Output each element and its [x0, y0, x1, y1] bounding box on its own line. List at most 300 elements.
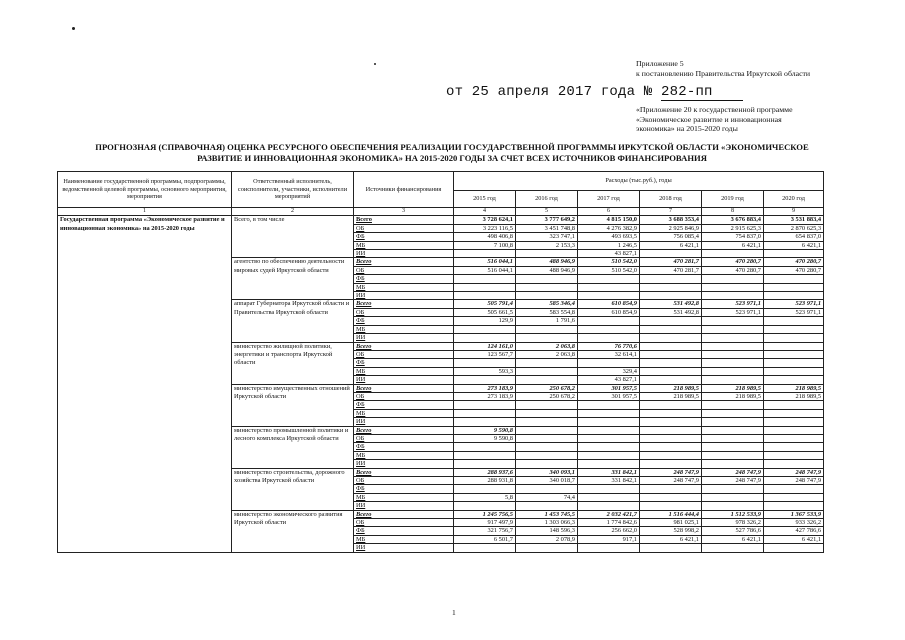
- appendix-line: Приложение 5: [636, 59, 684, 68]
- source-cell: ОБ: [354, 224, 454, 232]
- value-cell: [640, 283, 702, 291]
- appendix-line: к постановлению Правительства Иркутской области: [636, 69, 811, 78]
- value-cell: 32 614,1: [578, 350, 640, 358]
- source-cell: Всего: [354, 510, 454, 518]
- value-cell: [454, 460, 516, 468]
- source-cell: Всего: [354, 468, 454, 476]
- value-cell: 124 161,0: [454, 342, 516, 350]
- value-cell: 528 998,2: [640, 527, 702, 535]
- source-cell: Всего: [354, 258, 454, 266]
- value-cell: 340 018,7: [516, 477, 578, 485]
- value-cell: 218 989,5: [702, 384, 764, 392]
- value-cell: 6 421,1: [640, 241, 702, 249]
- value-cell: [578, 544, 640, 552]
- value-cell: 248 747,9: [764, 477, 824, 485]
- value-cell: [764, 434, 824, 442]
- value-cell: 3 223 116,5: [454, 224, 516, 232]
- source-cell: Всего: [354, 342, 454, 350]
- source-cell: ОБ: [354, 477, 454, 485]
- value-cell: [764, 342, 824, 350]
- value-cell: [702, 443, 764, 451]
- program-reference-line: экономика» на 2015-2020 годы: [636, 124, 738, 134]
- source-cell: МБ: [354, 451, 454, 459]
- value-cell: [640, 367, 702, 375]
- value-cell: 323 747,1: [516, 233, 578, 241]
- value-cell: [764, 250, 824, 258]
- source-cell: Всего: [354, 384, 454, 392]
- value-cell: 505 791,4: [454, 300, 516, 308]
- value-cell: 331 842,1: [578, 477, 640, 485]
- program-reference: [636, 105, 846, 134]
- value-cell: 531 492,8: [640, 308, 702, 316]
- value-cell: 593,3: [454, 367, 516, 375]
- source-cell: МБ: [354, 493, 454, 501]
- value-cell: [764, 325, 824, 333]
- value-cell: [516, 544, 578, 552]
- value-cell: 470 280,7: [702, 258, 764, 266]
- source-cell: ФБ: [354, 317, 454, 325]
- value-cell: 1 367 533,9: [764, 510, 824, 518]
- value-cell: [702, 350, 764, 358]
- value-cell: [516, 434, 578, 442]
- source-cell: ИИ: [354, 502, 454, 510]
- value-cell: 321 756,7: [454, 527, 516, 535]
- value-cell: 510 542,0: [578, 266, 640, 274]
- source-cell: МБ: [354, 535, 454, 543]
- source-cell: Всего: [354, 426, 454, 434]
- value-cell: 301 957,5: [578, 384, 640, 392]
- value-cell: 3 728 624,1: [454, 216, 516, 224]
- value-cell: [516, 451, 578, 459]
- header-executor: Ответственный исполнитель, соисполнители, участники, исполнители мероприятий: [232, 172, 354, 208]
- column-index: 5: [516, 208, 578, 216]
- value-cell: [578, 292, 640, 300]
- source-cell: Всего: [354, 216, 454, 224]
- value-cell: 754 837,0: [702, 233, 764, 241]
- value-cell: [516, 292, 578, 300]
- value-cell: [516, 250, 578, 258]
- value-cell: [454, 325, 516, 333]
- column-index: 4: [454, 208, 516, 216]
- value-cell: [516, 418, 578, 426]
- value-cell: [702, 502, 764, 510]
- source-cell: ИИ: [354, 460, 454, 468]
- value-cell: [516, 334, 578, 342]
- value-cell: [516, 409, 578, 417]
- table-row: [58, 216, 824, 224]
- source-cell: ОБ: [354, 350, 454, 358]
- value-cell: [764, 334, 824, 342]
- value-cell: [578, 359, 640, 367]
- program-reference-line: «Приложение 20 к государственной программе: [636, 105, 793, 114]
- value-cell: 288 937,6: [454, 468, 516, 476]
- value-cell: 248 747,9: [640, 468, 702, 476]
- column-index: 3: [354, 208, 454, 216]
- value-cell: [640, 292, 702, 300]
- value-cell: 505 661,5: [454, 308, 516, 316]
- source-cell: ИИ: [354, 292, 454, 300]
- value-cell: 523 971,1: [764, 308, 824, 316]
- value-cell: [454, 334, 516, 342]
- value-cell: 470 280,7: [764, 266, 824, 274]
- value-cell: 129,9: [454, 317, 516, 325]
- value-cell: 148 596,3: [516, 527, 578, 535]
- value-cell: 340 093,1: [516, 468, 578, 476]
- executor-cell: агентство по обеспечению деятельности мировых судей Иркутской области: [232, 258, 354, 300]
- value-cell: [702, 418, 764, 426]
- value-cell: [516, 283, 578, 291]
- value-cell: 488 946,9: [516, 266, 578, 274]
- value-cell: [640, 451, 702, 459]
- value-cell: [640, 460, 702, 468]
- value-cell: [702, 275, 764, 283]
- value-cell: [640, 443, 702, 451]
- value-cell: [764, 451, 824, 459]
- column-index: 6: [578, 208, 640, 216]
- value-cell: 917 497,9: [454, 519, 516, 527]
- value-cell: 510 542,0: [578, 258, 640, 266]
- value-cell: 1 516 444,4: [640, 510, 702, 518]
- title-line: ПРОГНОЗНАЯ (СПРАВОЧНАЯ) ОЦЕНКА РЕСУРСНОГО ОБЕСПЕЧЕНИЯ РЕАЛИЗАЦИИ ГОСУДАРСТВЕННОЙ ПРОГРАММЫ ИРКУТСКОЙ ОБЛАСТИ «ЭКОНОМИЧЕСКОЕ: [95, 142, 809, 152]
- value-cell: [702, 434, 764, 442]
- value-cell: [764, 350, 824, 358]
- value-cell: [578, 325, 640, 333]
- header-expenses: Расходы (тыс.руб.), годы: [454, 172, 824, 191]
- value-cell: 248 747,9: [640, 477, 702, 485]
- value-cell: 2 915 625,3: [702, 224, 764, 232]
- value-cell: 218 989,5: [640, 392, 702, 400]
- value-cell: 76 770,6: [578, 342, 640, 350]
- source-cell: МБ: [354, 241, 454, 249]
- value-cell: 301 957,5: [578, 392, 640, 400]
- value-cell: 218 989,5: [640, 384, 702, 392]
- value-cell: [578, 283, 640, 291]
- value-cell: [702, 451, 764, 459]
- value-cell: 1 245 756,5: [454, 510, 516, 518]
- value-cell: [764, 493, 824, 501]
- value-cell: 583 554,8: [516, 308, 578, 316]
- source-cell: МБ: [354, 409, 454, 417]
- value-cell: 6 421,1: [764, 241, 824, 249]
- header-program: Наименование государственной программы, подпрограммы, ведомственной целевой программы, основного мероприятия, мероприятия: [58, 172, 232, 208]
- value-cell: 2 870 625,3: [764, 224, 824, 232]
- executor-cell: министерство строительства, дорожного хозяйства Иркутской области: [232, 468, 354, 510]
- page-number: 1: [452, 608, 456, 617]
- value-cell: [702, 283, 764, 291]
- value-cell: 2 063,8: [516, 350, 578, 358]
- value-cell: 6 501,7: [454, 535, 516, 543]
- value-cell: [640, 325, 702, 333]
- value-cell: 933 326,2: [764, 519, 824, 527]
- source-cell: ФБ: [354, 527, 454, 535]
- value-cell: 523 971,1: [702, 308, 764, 316]
- source-cell: ИИ: [354, 376, 454, 384]
- value-cell: 1 774 842,6: [578, 519, 640, 527]
- value-cell: [454, 409, 516, 417]
- column-index: 9: [764, 208, 824, 216]
- source-cell: ФБ: [354, 485, 454, 493]
- value-cell: [764, 275, 824, 283]
- source-cell: ОБ: [354, 308, 454, 316]
- source-cell: ОБ: [354, 434, 454, 442]
- source-cell: Всего: [354, 300, 454, 308]
- value-cell: 1 453 745,5: [516, 510, 578, 518]
- value-cell: 273 183,9: [454, 384, 516, 392]
- value-cell: [702, 292, 764, 300]
- value-cell: 2 925 846,9: [640, 224, 702, 232]
- value-cell: 2 153,3: [516, 241, 578, 249]
- value-cell: [640, 426, 702, 434]
- value-cell: 256 662,0: [578, 527, 640, 535]
- value-cell: 250 678,2: [516, 384, 578, 392]
- value-cell: [764, 317, 824, 325]
- value-cell: [640, 502, 702, 510]
- value-cell: 6 421,1: [702, 241, 764, 249]
- value-cell: [702, 409, 764, 417]
- source-cell: ФБ: [354, 401, 454, 409]
- value-cell: 493 693,5: [578, 233, 640, 241]
- source-cell: ФБ: [354, 359, 454, 367]
- value-cell: [764, 367, 824, 375]
- value-cell: [516, 502, 578, 510]
- value-cell: 123 567,7: [454, 350, 516, 358]
- value-cell: 74,4: [516, 493, 578, 501]
- source-cell: ОБ: [354, 392, 454, 400]
- value-cell: 6 421,1: [640, 535, 702, 543]
- source-cell: ИИ: [354, 544, 454, 552]
- value-cell: 498 406,8: [454, 233, 516, 241]
- header-year: 2015 год: [454, 191, 516, 208]
- value-cell: [516, 275, 578, 283]
- source-cell: ИИ: [354, 418, 454, 426]
- value-cell: 1 303 066,3: [516, 519, 578, 527]
- value-cell: [516, 359, 578, 367]
- value-cell: 3 676 883,4: [702, 216, 764, 224]
- value-cell: 9 590,8: [454, 434, 516, 442]
- value-cell: 3 451 748,8: [516, 224, 578, 232]
- value-cell: [764, 426, 824, 434]
- value-cell: 3 777 649,2: [516, 216, 578, 224]
- value-cell: 331 842,1: [578, 468, 640, 476]
- value-cell: 7 100,8: [454, 241, 516, 249]
- value-cell: [640, 376, 702, 384]
- value-cell: 470 280,7: [702, 266, 764, 274]
- value-cell: [578, 418, 640, 426]
- header-year: 2016 год: [516, 191, 578, 208]
- value-cell: 6 421,1: [702, 535, 764, 543]
- value-cell: 43 827,1: [578, 250, 640, 258]
- value-cell: [702, 493, 764, 501]
- value-cell: [516, 426, 578, 434]
- value-cell: 531 492,8: [640, 300, 702, 308]
- value-cell: 4 276 382,9: [578, 224, 640, 232]
- value-cell: [764, 376, 824, 384]
- executor-cell: министерство имущественных отношений Иркутской области: [232, 384, 354, 426]
- value-cell: [454, 275, 516, 283]
- value-cell: 756 085,4: [640, 233, 702, 241]
- value-cell: 488 946,9: [516, 258, 578, 266]
- value-cell: [640, 544, 702, 552]
- value-cell: [516, 460, 578, 468]
- value-cell: [640, 434, 702, 442]
- source-cell: ИИ: [354, 334, 454, 342]
- value-cell: [702, 485, 764, 493]
- value-cell: [454, 376, 516, 384]
- value-cell: 523 971,1: [764, 300, 824, 308]
- source-cell: МБ: [354, 283, 454, 291]
- value-cell: [640, 275, 702, 283]
- value-cell: 427 786,6: [764, 527, 824, 535]
- header-year: 2017 год: [578, 191, 640, 208]
- value-cell: [702, 367, 764, 375]
- column-index: 7: [640, 208, 702, 216]
- value-cell: 516 044,1: [454, 266, 516, 274]
- value-cell: 981 025,1: [640, 519, 702, 527]
- value-cell: [454, 418, 516, 426]
- value-cell: 470 281,7: [640, 258, 702, 266]
- value-cell: 978 326,2: [702, 519, 764, 527]
- value-cell: [640, 350, 702, 358]
- value-cell: [640, 409, 702, 417]
- value-cell: 610 854,9: [578, 308, 640, 316]
- value-cell: 218 989,5: [764, 392, 824, 400]
- value-cell: 917,1: [578, 535, 640, 543]
- value-cell: [454, 283, 516, 291]
- value-cell: [702, 250, 764, 258]
- scan-speck: [374, 63, 376, 65]
- value-cell: 523 971,1: [702, 300, 764, 308]
- source-cell: МБ: [354, 325, 454, 333]
- table-body: [58, 216, 824, 552]
- value-cell: 5,8: [454, 493, 516, 501]
- value-cell: 273 183,9: [454, 392, 516, 400]
- value-cell: 654 837,0: [764, 233, 824, 241]
- value-cell: 288 931,8: [454, 477, 516, 485]
- value-cell: [578, 502, 640, 510]
- value-cell: [702, 325, 764, 333]
- program-name-cell: Государственная программа «Экономическое развитие и инновационная экономика» на 2015-2020 годы: [58, 216, 232, 552]
- scan-speck: [72, 27, 75, 30]
- value-cell: [578, 401, 640, 409]
- value-cell: 6 421,1: [764, 535, 824, 543]
- value-cell: 218 989,5: [702, 392, 764, 400]
- executor-cell: аппарат Губернатора Иркутской области и Правительства Иркутской области: [232, 300, 354, 342]
- value-cell: 9 590,8: [454, 426, 516, 434]
- value-cell: [640, 418, 702, 426]
- value-cell: 248 747,9: [702, 477, 764, 485]
- value-cell: [578, 493, 640, 501]
- value-cell: 3 531 883,4: [764, 216, 824, 224]
- executor-cell: министерство промышленной политики и лесного комплекса Иркутской области: [232, 426, 354, 468]
- value-cell: [454, 451, 516, 459]
- value-cell: 248 747,9: [764, 468, 824, 476]
- source-cell: ФБ: [354, 233, 454, 241]
- value-cell: 2 032 421,7: [578, 510, 640, 518]
- column-index: 2: [232, 208, 354, 216]
- decree-date: от 25 апреля 2017 года №: [446, 84, 653, 100]
- value-cell: [702, 376, 764, 384]
- value-cell: [764, 502, 824, 510]
- value-cell: 248 747,9: [702, 468, 764, 476]
- value-cell: [764, 359, 824, 367]
- source-cell: ОБ: [354, 266, 454, 274]
- value-cell: 1 791,6: [516, 317, 578, 325]
- value-cell: [516, 401, 578, 409]
- value-cell: [578, 334, 640, 342]
- value-cell: [578, 485, 640, 493]
- value-cell: [640, 485, 702, 493]
- source-cell: МБ: [354, 367, 454, 375]
- header-year: 2019 год: [702, 191, 764, 208]
- column-index: 1: [58, 208, 232, 216]
- value-cell: [454, 485, 516, 493]
- value-cell: [764, 544, 824, 552]
- value-cell: [578, 451, 640, 459]
- executor-cell: Всего, в том числе: [232, 216, 354, 258]
- value-cell: 250 678,2: [516, 392, 578, 400]
- value-cell: [640, 342, 702, 350]
- value-cell: [702, 317, 764, 325]
- value-cell: [578, 426, 640, 434]
- value-cell: [640, 317, 702, 325]
- value-cell: 329,4: [578, 367, 640, 375]
- value-cell: 1 512 533,9: [702, 510, 764, 518]
- value-cell: 585 346,4: [516, 300, 578, 308]
- value-cell: [578, 443, 640, 451]
- value-cell: 470 281,7: [640, 266, 702, 274]
- title-line: РАЗВИТИЕ И ИННОВАЦИОННАЯ ЭКОНОМИКА» НА 2015-2020 ГОДЫ ЗА СЧЕТ ВСЕХ ИСТОЧНИКОВ ФИНАНСИРОВАНИЯ: [197, 153, 707, 163]
- value-cell: [578, 434, 640, 442]
- value-cell: [454, 359, 516, 367]
- value-cell: [702, 334, 764, 342]
- program-reference-line: «Экономическое развитие и инновационная: [636, 114, 782, 124]
- value-cell: [578, 317, 640, 325]
- value-cell: 43 827,1: [578, 376, 640, 384]
- value-cell: [454, 250, 516, 258]
- appendix-note: [636, 59, 810, 79]
- value-cell: [764, 443, 824, 451]
- value-cell: [702, 342, 764, 350]
- value-cell: [454, 544, 516, 552]
- value-cell: [764, 283, 824, 291]
- header-year: 2020 год: [764, 191, 824, 208]
- value-cell: 516 044,1: [454, 258, 516, 266]
- value-cell: [764, 418, 824, 426]
- value-cell: [454, 401, 516, 409]
- executor-cell: министерство жилищной политики, энергетики и транспорта Иркутской области: [232, 342, 354, 384]
- value-cell: 2 078,9: [516, 535, 578, 543]
- executor-cell: министерство экономического развития Иркутской области: [232, 510, 354, 552]
- value-cell: 527 786,6: [702, 527, 764, 535]
- value-cell: [454, 292, 516, 300]
- value-cell: [516, 325, 578, 333]
- value-cell: 4 815 150,0: [578, 216, 640, 224]
- value-cell: [578, 460, 640, 468]
- value-cell: [702, 426, 764, 434]
- value-cell: [702, 460, 764, 468]
- column-index: 8: [702, 208, 764, 216]
- value-cell: [640, 250, 702, 258]
- value-cell: [764, 292, 824, 300]
- value-cell: [764, 401, 824, 409]
- value-cell: [640, 334, 702, 342]
- source-cell: ИИ: [354, 250, 454, 258]
- value-cell: 3 688 353,4: [640, 216, 702, 224]
- value-cell: [516, 443, 578, 451]
- value-cell: [516, 367, 578, 375]
- document-title: [52, 142, 852, 164]
- value-cell: 470 280,7: [764, 258, 824, 266]
